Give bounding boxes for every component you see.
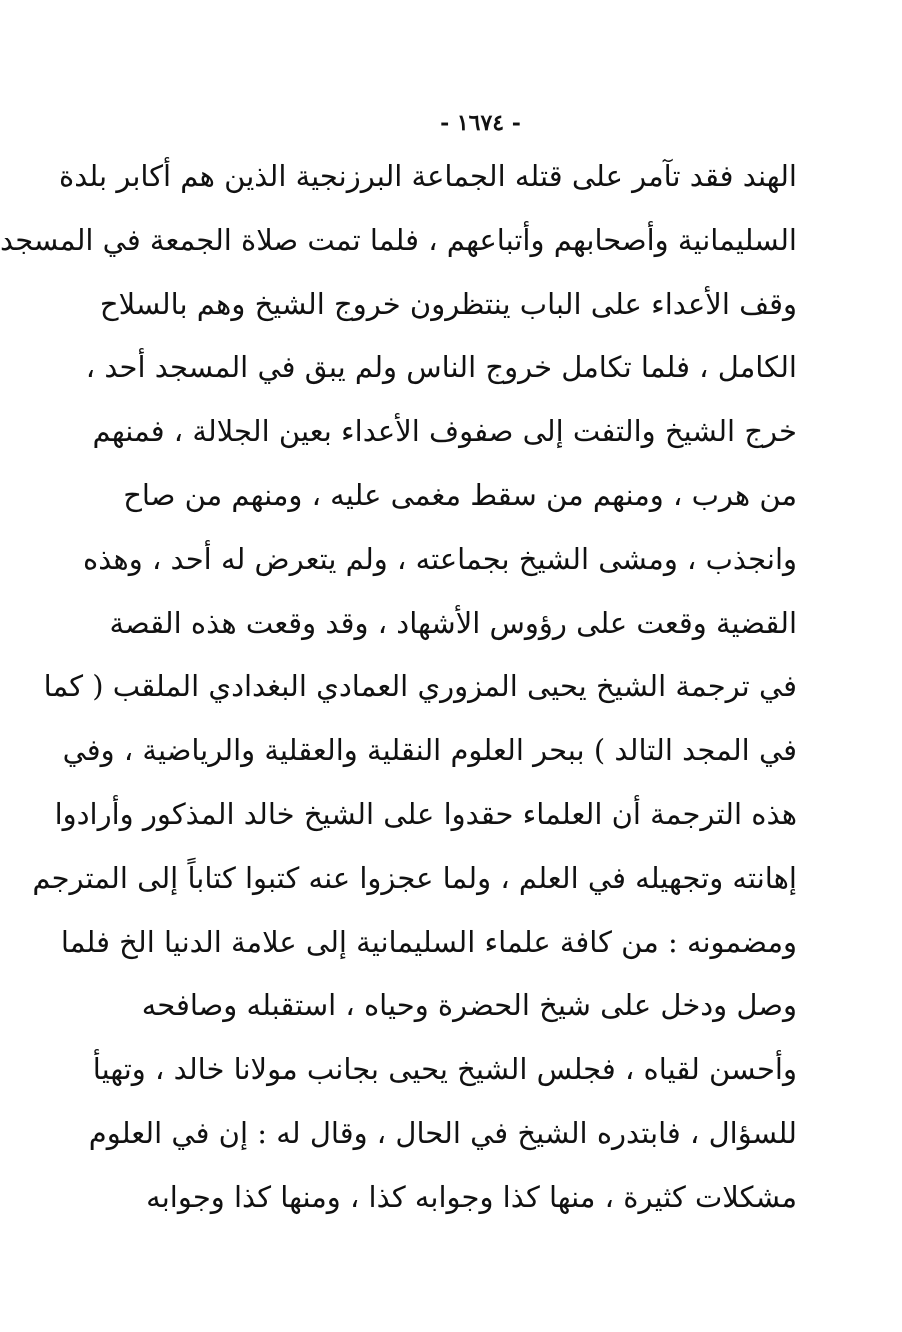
text-line: من هرب ، ومنهم من سقط مغمى عليه ، ومنهم من صاح xyxy=(123,477,797,512)
text-line: وأحسن لقياه ، فجلس الشيخ يحيى بجانب مولانا خالد ، وتهيأ xyxy=(92,1052,797,1087)
text-line: إهانته وتجهيله في العلم ، ولما عجزوا عنه كتبوا كتاباً إلى المترجم xyxy=(32,860,797,895)
text-line: الهند فقد تآمر على قتله الجماعة البرزنجية الذين هم أكابر بلدة xyxy=(59,159,797,193)
text-line: مشكلات كثيرة ، منها كذا وجوابه كذا ، ومنها كذا وجوابه xyxy=(146,1179,797,1214)
page-number: - ١٦٧٤ - xyxy=(440,110,521,136)
text-line: خرج الشيخ والتفت إلى صفوف الأعداء بعين الجلالة ، فمنهم xyxy=(92,414,797,449)
text-line: القضية وقعت على رؤوس الأشهاد ، وقد وقعت هذه القصة xyxy=(109,605,797,640)
text-line: وقف الأعداء على الباب ينتظرون خروج الشيخ وهم بالسلاح xyxy=(99,286,797,321)
text-line: للسؤال ، فابتدره الشيخ في الحال ، وقال له : إن في العلوم xyxy=(88,1115,797,1150)
text-line: ومضمونه : من كافة علماء السليمانية إلى علامة الدنيا الخ فلما xyxy=(60,924,797,959)
text-line: هذه الترجمة أن العلماء حقدوا على الشيخ خالد المذكور وأرادوا xyxy=(54,796,797,831)
text-line: في المجد التالد ) ببحر العلوم النقلية والعقلية والرياضية ، وفي xyxy=(62,733,797,768)
body-text xyxy=(0,145,797,1230)
text-line: الكامل ، فلما تكامل خروج الناس ولم يبق في المسجد أحد ، xyxy=(85,350,797,385)
text-line: وصل ودخل على شيخ الحضرة وحياه ، استقبله وصافحه xyxy=(141,988,797,1023)
text-line: في ترجمة الشيخ يحيى المزوري العمادي البغدادي الملقب ( كما xyxy=(43,669,797,704)
text-line: السليمانية وأصحابهم وأتباعهم ، فلما تمت صلاة الجمعة في المسجد xyxy=(0,222,797,257)
text-line: وانجذب ، ومشى الشيخ بجماعته ، ولم يتعرض له أحد ، وهذه xyxy=(83,541,797,576)
